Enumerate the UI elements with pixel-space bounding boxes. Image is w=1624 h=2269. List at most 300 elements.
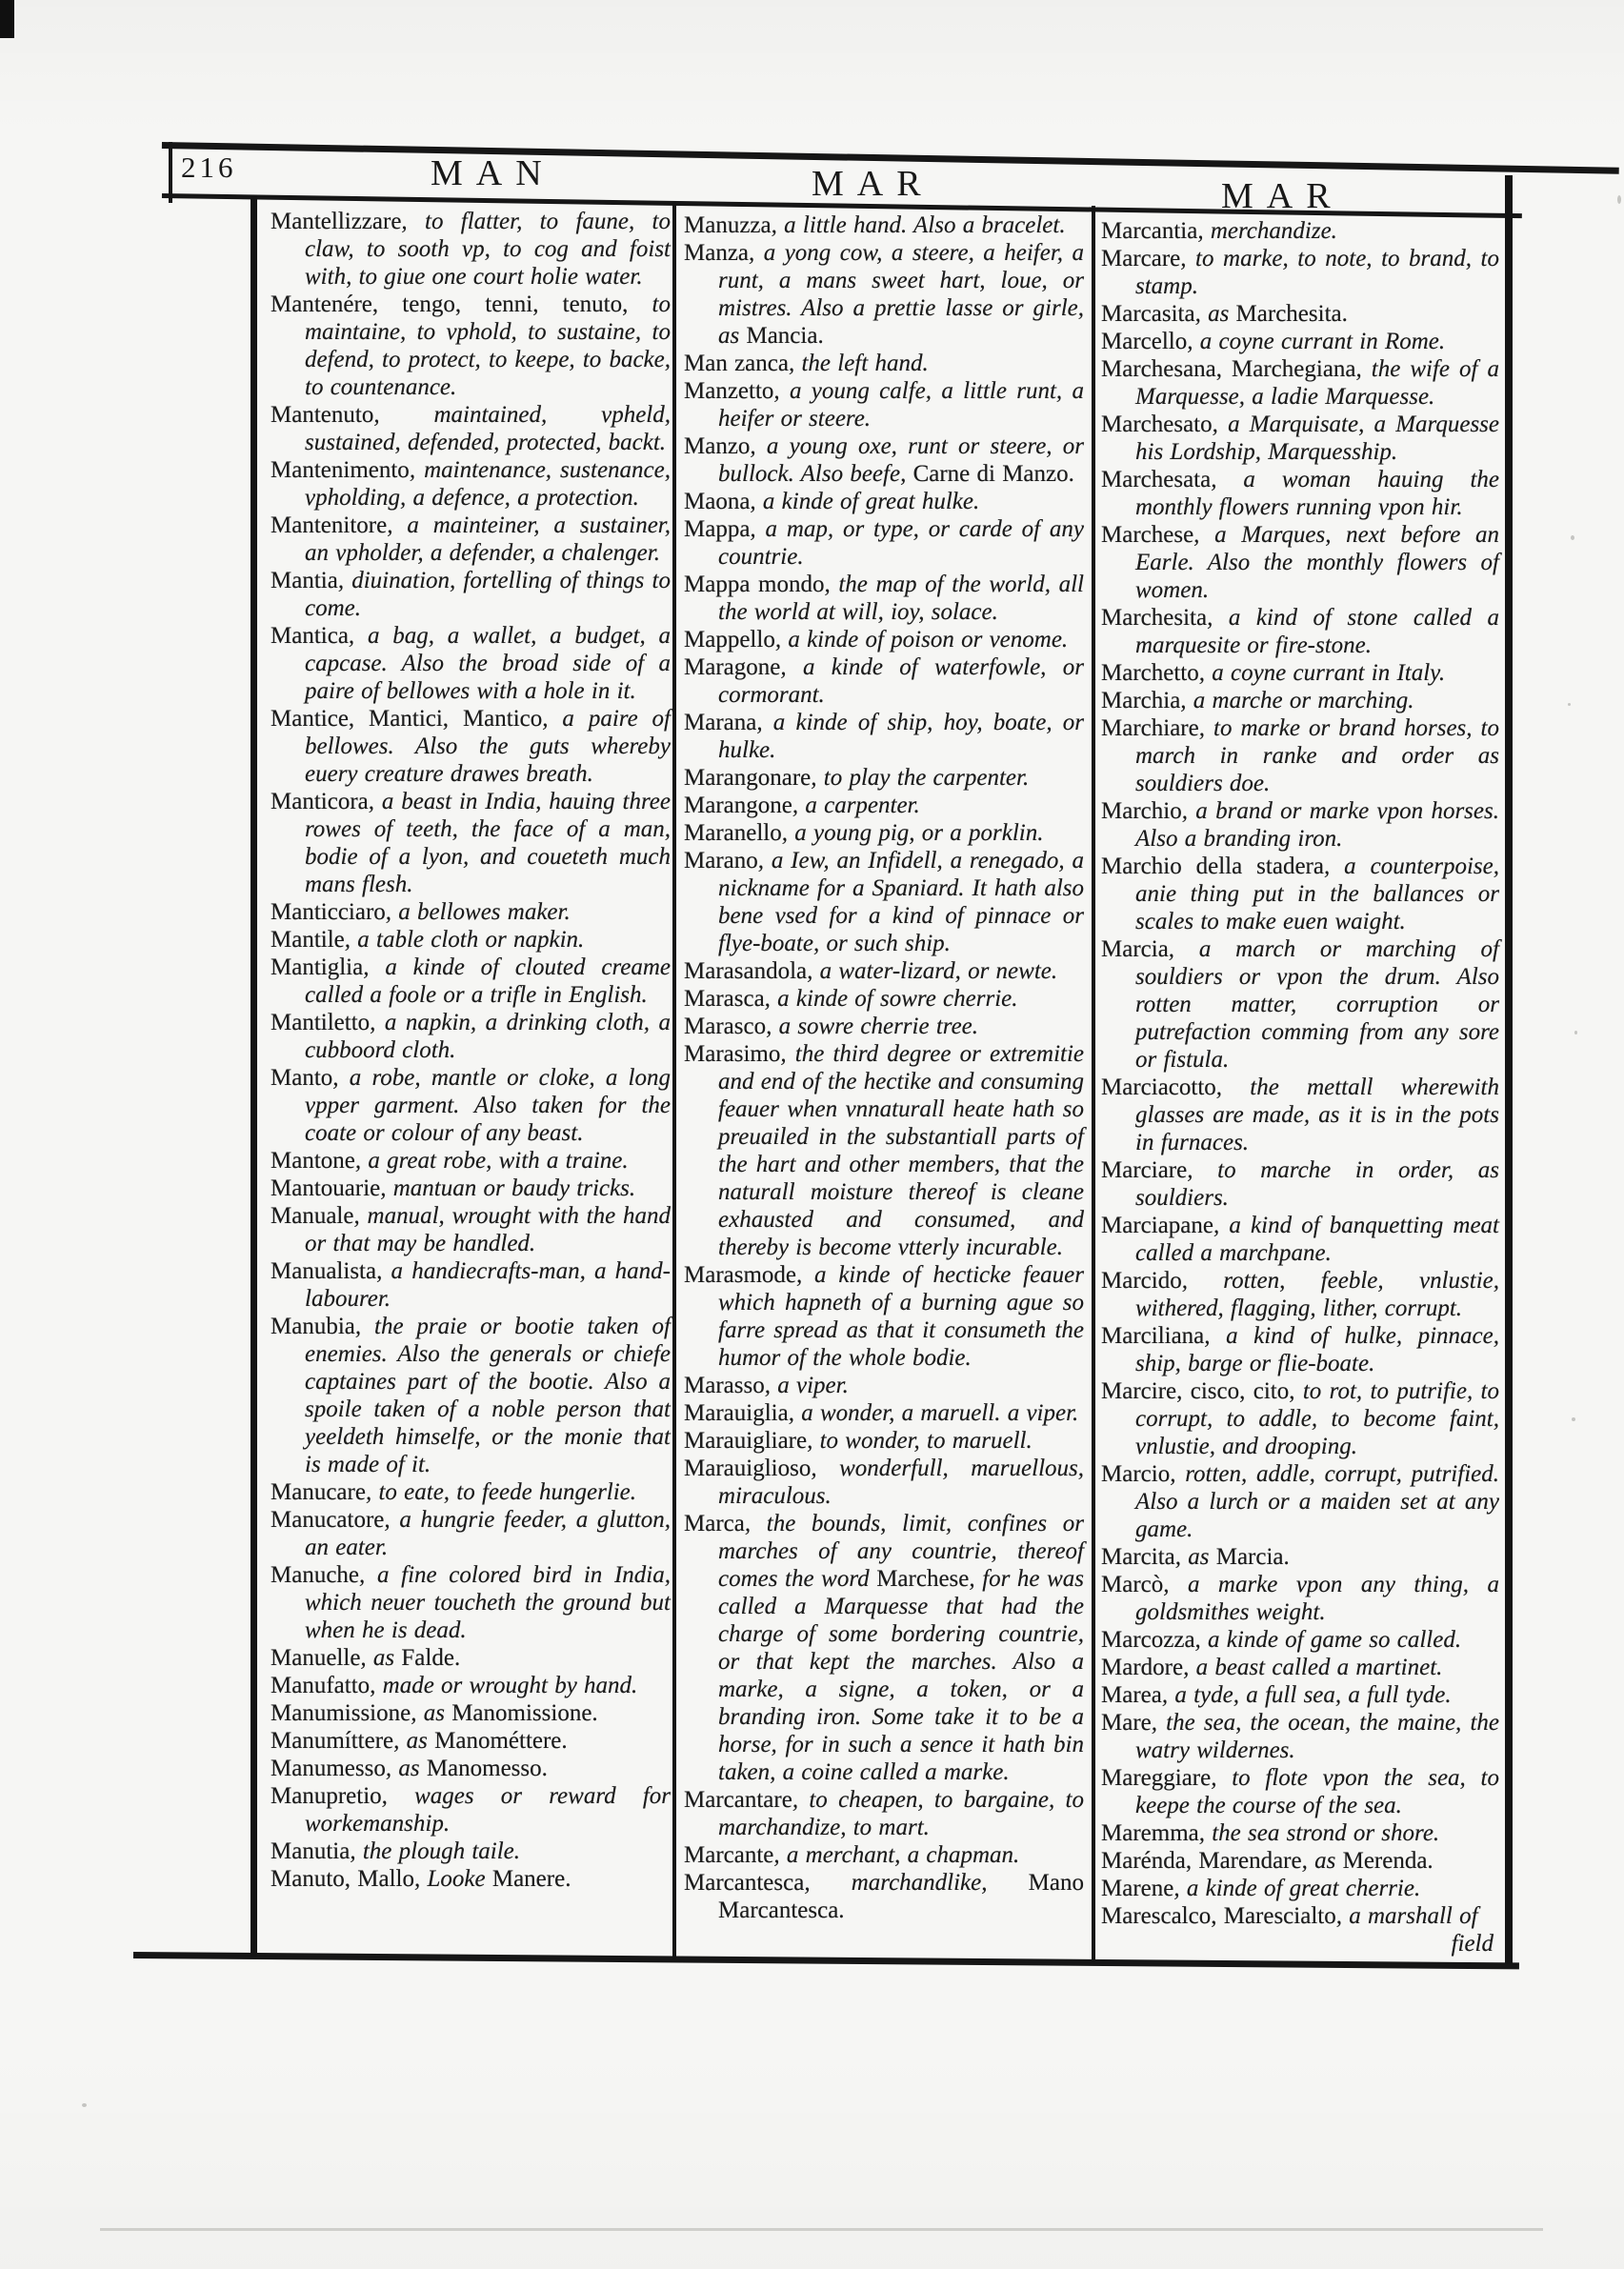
dictionary-entry bbox=[1101, 853, 1499, 935]
headword: Mare bbox=[1101, 1710, 1152, 1736]
definition-segment: , a napkin, a drinking cloth, a cubboord cloth. bbox=[305, 1010, 671, 1063]
definition-segment: , as bbox=[1194, 301, 1236, 327]
definition-segment: , a water-lizard, or newte. bbox=[807, 958, 1058, 984]
headword: Marchiare bbox=[1101, 715, 1199, 741]
dictionary-entry bbox=[271, 456, 671, 512]
scan-speck bbox=[1574, 1031, 1577, 1034]
definition-segment: , a kinde of waterfowle, or cormorant. bbox=[718, 654, 1084, 708]
dictionary-entry bbox=[1101, 217, 1499, 245]
definition-segment: , as bbox=[1174, 1544, 1216, 1570]
headword: Marescalco, Marescialto bbox=[1101, 1903, 1336, 1929]
definition-segment: , a carpenter. bbox=[792, 793, 920, 818]
dictionary-entry bbox=[1101, 1377, 1499, 1460]
dictionary-entry bbox=[684, 515, 1084, 571]
definition-segment: Marchesita. bbox=[1235, 301, 1348, 327]
definition-segment: , the praie or bootie taken of enemies. Also the generals or chiefe captaines part of the bootie. Also a spoile taken of a noble person that yeeldeth himselfe, or the monie that is made of it. bbox=[305, 1314, 671, 1477]
headword: Marcio bbox=[1101, 1461, 1171, 1487]
headword: Mantone bbox=[271, 1148, 355, 1174]
headword: Marcantia bbox=[1101, 218, 1198, 244]
definition-segment: , the sea, the ocean, the maine, the watry wildernes. bbox=[1135, 1710, 1499, 1763]
definition-segment: , to marke, to note, to brand, to stamp. bbox=[1135, 246, 1499, 299]
definition-segment: , to play the carpenter. bbox=[811, 765, 1030, 791]
headword: Manuto, Mallo bbox=[271, 1866, 414, 1892]
definition-segment: , a kind of hulke, pinnace, ship, barge or flie-boate. bbox=[1135, 1323, 1499, 1376]
headword: Marcasita bbox=[1101, 301, 1195, 327]
headword: Marcantesca bbox=[684, 1870, 805, 1896]
headword: Marasandola bbox=[684, 958, 808, 984]
definition-segment: , a robe, mantle or cloke, a long vpper garment. Also taken for the coate or colour of any beast. bbox=[305, 1065, 671, 1146]
dictionary-entry bbox=[1101, 411, 1499, 466]
definition-segment: , a bellowes maker. bbox=[385, 899, 571, 925]
definition-segment: , the plough taile. bbox=[350, 1838, 520, 1864]
definition-segment: , to wonder, to maruell. bbox=[807, 1428, 1033, 1454]
dictionary-entry bbox=[1101, 1571, 1499, 1626]
definition-segment: , a Marquisate, a Marquesse his Lordship, Marquesship. bbox=[1135, 412, 1499, 465]
definition-segment: Marcia. bbox=[1215, 1544, 1290, 1570]
definition-segment: , as bbox=[393, 1728, 435, 1754]
definition-segment: , a kinde of clouted creame called a foole or a trifle in English. bbox=[305, 954, 671, 1008]
scan-speck bbox=[1572, 1417, 1575, 1421]
headword: Manumissione bbox=[271, 1700, 411, 1726]
definition-segment: , a young pig, or a porklin. bbox=[781, 820, 1044, 846]
headword: Marcire bbox=[1101, 1378, 1177, 1404]
headword: Mantenimento bbox=[271, 457, 410, 483]
headword: Mappello bbox=[684, 627, 775, 653]
dictionary-entry bbox=[271, 1313, 671, 1478]
dictionary-entry bbox=[684, 709, 1084, 764]
definition-segment: Merenda. bbox=[1342, 1848, 1434, 1874]
definition-segment: , a great robe, with a traine. bbox=[354, 1148, 629, 1174]
headword: Marauiglia bbox=[684, 1400, 789, 1426]
headword: Manuelle bbox=[271, 1645, 361, 1671]
headword: Marchesato bbox=[1101, 412, 1213, 437]
definition-segment: , the third degree or extremitie and end of the hectike and consuming feauer when vnnaturall heate hath so preuailed in the substantiall parts of the hart and other members, that the naturall moisture thereof is cleane exhausted and consumed, and thereby is become vtterly incurable. bbox=[718, 1041, 1084, 1260]
running-head-mar-center: MAR bbox=[812, 164, 934, 204]
definition-segment: , a kinde of game so called. bbox=[1194, 1627, 1462, 1653]
dictionary-entry bbox=[684, 847, 1084, 957]
headword: Marangonare bbox=[684, 765, 812, 791]
headword: Manuche bbox=[271, 1562, 360, 1588]
definition-segment: , diuination, fortelling of things to come. bbox=[305, 568, 671, 621]
definition-segment: , marchandlike, bbox=[804, 1870, 1029, 1896]
dictionary-entry bbox=[271, 954, 671, 1009]
headword: Mantenére bbox=[271, 291, 372, 317]
headword: Marcante bbox=[684, 1842, 774, 1868]
dictionary-entry bbox=[1101, 659, 1499, 687]
definition-segment: , as bbox=[385, 1756, 427, 1781]
definition-segment: Falde. bbox=[401, 1645, 461, 1671]
definition-segment: , a Marques, next before an Earle. Also the monthly flowers of women. bbox=[1135, 522, 1499, 603]
headword: Mantouarie bbox=[271, 1175, 381, 1201]
dictionary-entry bbox=[1101, 687, 1499, 714]
dictionary-entry bbox=[1101, 328, 1499, 355]
dictionary-entry bbox=[684, 957, 1084, 985]
definition-segment: , wages or reward for workemanship. bbox=[305, 1783, 671, 1837]
headword: Marea bbox=[1101, 1682, 1162, 1708]
dictionary-entry bbox=[1101, 1074, 1499, 1156]
dictionary-entry bbox=[1101, 1875, 1499, 1902]
definition-segment: , maintained, vpheld, sustained, defended, protected, backt. bbox=[305, 402, 671, 455]
dictionary-entry bbox=[1101, 1543, 1499, 1571]
dictionary-entry bbox=[684, 764, 1084, 792]
headword: Marénda, Marendare bbox=[1101, 1848, 1302, 1874]
dictionary-entry bbox=[271, 512, 671, 567]
dictionary-entry bbox=[684, 1427, 1084, 1455]
headword: Maranello bbox=[684, 820, 782, 846]
definition-segment: , a paire of bellowes. Also the guts whereby euery creature drawes breath. bbox=[305, 706, 672, 787]
headword: Mantica bbox=[271, 623, 349, 649]
headword: Mantia bbox=[271, 568, 338, 593]
definition-segment: , the bounds, limit, confines or marches of any countrie, thereof comes the word bbox=[718, 1511, 1084, 1592]
headword: Marca bbox=[684, 1511, 745, 1536]
dictionary-entry bbox=[271, 1175, 671, 1202]
headword: Marasca bbox=[684, 986, 765, 1012]
headword: Marciapane bbox=[1101, 1213, 1213, 1238]
dictionary-entry bbox=[271, 1672, 671, 1699]
dictionary-entry bbox=[684, 1869, 1084, 1924]
definition-segment: , to flatter, to faune, to claw, to sooth vp, to cog and foist with, to giue one court holie water. bbox=[305, 209, 671, 290]
definition-segment: , rotten, addle, corrupt, putrified. Also a lurch or a maiden set at any game. bbox=[1135, 1461, 1499, 1542]
headword: Maremma bbox=[1101, 1820, 1199, 1846]
headword: Marasco bbox=[684, 1014, 767, 1039]
scan-speck bbox=[1568, 703, 1571, 706]
dictionary-column-1 bbox=[271, 208, 671, 1893]
dictionary-entry bbox=[684, 1455, 1084, 1510]
definition-segment: , a marke vpon any thing, a goldsmithes weight. bbox=[1135, 1572, 1499, 1625]
definition-segment: Manomissione. bbox=[451, 1700, 598, 1726]
headword: Marchesita bbox=[1101, 605, 1208, 631]
definition-segment: , the left hand. bbox=[788, 351, 929, 376]
dictionary-entry bbox=[271, 622, 671, 705]
headword: Manzo bbox=[684, 433, 751, 459]
dictionary-entry bbox=[271, 1755, 671, 1782]
definition-segment: , tengo, tenni, tenuto, bbox=[371, 291, 652, 317]
headword: Marchia bbox=[1101, 688, 1181, 713]
dictionary-entry bbox=[271, 1202, 671, 1257]
headword: Mappa mondo bbox=[684, 572, 825, 597]
definition-segment: , a kinde of hecticke feauer which hapneth of a burning ague so farre spread as that it consumeth the humor of the whole bodie. bbox=[718, 1262, 1084, 1371]
headword: Marasso bbox=[684, 1373, 765, 1398]
definition-segment: , a kind of banquetting meat called a marchpane. bbox=[1135, 1213, 1499, 1266]
headword: Manucare bbox=[271, 1479, 366, 1505]
headword: Marcozza bbox=[1101, 1627, 1195, 1653]
dictionary-entry bbox=[271, 1699, 671, 1727]
page-edge-line bbox=[100, 2228, 1543, 2231]
dictionary-entry bbox=[684, 239, 1084, 350]
headword: Marciacotto bbox=[1101, 1074, 1216, 1100]
dictionary-entry bbox=[684, 626, 1084, 653]
dictionary-entry bbox=[684, 792, 1084, 819]
headword: Marene bbox=[1101, 1876, 1174, 1901]
definition-segment: , a kind of stone called a marquesite or fire-stone. bbox=[1135, 605, 1499, 658]
dictionary-entry bbox=[271, 1865, 671, 1893]
definition-segment: , to marche in order, as souldiers. bbox=[1135, 1157, 1499, 1211]
definition-segment: , to marke or brand horses, to march in ranke and order as souldiers doe. bbox=[1135, 715, 1499, 796]
headword: Mantenuto bbox=[271, 402, 374, 428]
dictionary-entry bbox=[271, 1147, 671, 1175]
running-head-mar-right: MAR bbox=[1221, 176, 1344, 216]
dictionary-entry bbox=[684, 211, 1084, 239]
headword: Manzetto bbox=[684, 378, 774, 404]
dictionary-entry bbox=[1101, 1267, 1499, 1322]
definition-segment: Mano Marcantesca. bbox=[718, 1870, 1084, 1923]
border-right bbox=[1505, 175, 1513, 1964]
column-divider-1 bbox=[672, 201, 676, 1959]
definition-segment: , a marshall of bbox=[1335, 1903, 1478, 1929]
definition-segment: , to cheapen, to bargaine, to marchandize, to mart. bbox=[718, 1787, 1084, 1840]
definition-segment: , as bbox=[411, 1700, 452, 1726]
dictionary-entry bbox=[271, 1782, 671, 1837]
definition-segment: , manual, wrought with the hand or that may be handled. bbox=[305, 1203, 671, 1256]
dictionary-entry bbox=[1101, 714, 1499, 797]
definition-segment: , a young calfe, a little runt, a heifer or steere. bbox=[718, 378, 1084, 432]
definition-segment: , a wonder, a maruell. a viper. bbox=[788, 1400, 1079, 1426]
dictionary-entry bbox=[1101, 1709, 1499, 1764]
dictionary-entry bbox=[1101, 1764, 1499, 1819]
headword: Manuzza bbox=[684, 212, 772, 238]
running-head-man: MAN bbox=[431, 153, 555, 193]
dictionary-entry bbox=[1101, 355, 1499, 411]
headword: Manufatto bbox=[271, 1673, 371, 1698]
headword: Manuale bbox=[271, 1203, 354, 1229]
headword: Marasmode bbox=[684, 1262, 797, 1288]
definition-segment: , cisco, cito, bbox=[1176, 1378, 1303, 1404]
definition-segment: Marchese bbox=[876, 1566, 970, 1592]
dictionary-entry bbox=[684, 1372, 1084, 1399]
headword: Mantice, Mantici, Mantico bbox=[271, 706, 543, 732]
definition-segment: Mancia. bbox=[746, 323, 824, 349]
dictionary-entry bbox=[1101, 1681, 1499, 1709]
definition-segment: , a counterpoise, anie thing put in the ballances or scales to make euen waight. bbox=[1135, 853, 1499, 934]
dictionary-entry bbox=[1101, 1156, 1499, 1212]
headword: Marchesana, Marchegiana bbox=[1101, 356, 1356, 382]
dictionary-entry bbox=[271, 1727, 671, 1755]
definition-segment: , a march or marching of souldiers or vpon the drum. Also rotten matter, corruption or putrefaction comming from any sore or fistula. bbox=[1135, 936, 1499, 1073]
headword: Manza bbox=[684, 240, 750, 266]
scan-speck bbox=[1571, 535, 1574, 540]
dictionary-entry bbox=[1101, 1902, 1499, 1930]
headword: Marano bbox=[684, 848, 758, 873]
definition-segment: , rotten, feeble, vnlustie, withered, flagging, lither, corrupt. bbox=[1135, 1268, 1499, 1321]
definition-segment: , a kinde of great cherrie. bbox=[1173, 1876, 1421, 1901]
headword: Manupretio bbox=[271, 1783, 382, 1809]
definition-segment: , a beast called a martinet. bbox=[1183, 1655, 1443, 1680]
dictionary-entry bbox=[271, 1257, 671, 1313]
scan-corner-artifact bbox=[0, 0, 14, 38]
definition-segment: , Looke bbox=[414, 1866, 492, 1892]
dictionary-entry bbox=[271, 291, 671, 401]
dictionary-entry bbox=[684, 985, 1084, 1013]
headword: Marchio della stadera bbox=[1101, 853, 1324, 879]
definition-segment: , a little hand. Also a bracelet. bbox=[771, 212, 1066, 238]
dictionary-entry bbox=[1101, 300, 1499, 328]
headword: Marcantare bbox=[684, 1787, 792, 1813]
definition-segment: , mantuan or baudy tricks. bbox=[380, 1175, 636, 1201]
dictionary-column-3 bbox=[1101, 217, 1499, 1958]
headword: Marangone bbox=[684, 793, 792, 818]
headword: Manticciaro bbox=[271, 899, 386, 925]
headword: Manumíttere bbox=[271, 1728, 394, 1754]
definition-segment: , a handiecrafts-man, a hand-labourer. bbox=[305, 1258, 671, 1312]
headword: Manualista bbox=[271, 1258, 377, 1284]
headword: Marcò bbox=[1101, 1572, 1164, 1597]
definition-segment: , a bag, a wallet, a budget, a capcase. Also the broad side of a paire of bellowes with a hole in it. bbox=[305, 623, 671, 704]
headword: Marauigliare bbox=[684, 1428, 808, 1454]
definition-segment: , a marche or marching. bbox=[1180, 688, 1414, 713]
definition-segment: Manomesso. bbox=[426, 1756, 548, 1781]
definition-segment: to maintaine, to vphold, to sustaine, to defend, to protect, to keepe, to backe, to countenance. bbox=[305, 291, 671, 400]
dictionary-entry bbox=[1101, 245, 1499, 300]
dictionary-entry bbox=[1101, 1654, 1499, 1681]
headword: Marchetto bbox=[1101, 660, 1199, 686]
dictionary-entry bbox=[684, 571, 1084, 626]
definition-segment: , a tyde, a full sea, a full tyde. bbox=[1161, 1682, 1452, 1708]
dictionary-entry bbox=[271, 1561, 671, 1644]
headword: Manto bbox=[271, 1065, 333, 1091]
definition-segment: , a viper. bbox=[764, 1373, 849, 1398]
dictionary-entry bbox=[684, 1399, 1084, 1427]
headword: Marcia bbox=[1101, 936, 1169, 962]
definition-segment: , a kinde of great hulke. bbox=[750, 489, 980, 514]
headword: Marcare bbox=[1101, 246, 1181, 271]
definition-segment: , a Iew, an Infidell, a renegado, a nickname for a Spaniard. It hath also bene vsed for a kind of pinnace or flye-boate, or such ship. bbox=[718, 848, 1084, 956]
definition-segment: , a beast in India, hauing three rowes of teeth, the face of a man, bodie of a lyon, and coueteth much mans flesh. bbox=[305, 789, 671, 897]
headword: Marasimo bbox=[684, 1041, 781, 1067]
dictionary-entry bbox=[271, 1506, 671, 1561]
definition-segment: , made or wrought by hand. bbox=[370, 1673, 638, 1698]
dictionary-column-2 bbox=[684, 211, 1084, 1924]
definition-segment: , to flote vpon the sea, to keepe the course of the sea. bbox=[1135, 1765, 1499, 1818]
dictionary-entry bbox=[684, 488, 1084, 515]
definition-segment: , as bbox=[1301, 1848, 1343, 1874]
definition-segment: , a table cloth or napkin. bbox=[344, 927, 585, 953]
dictionary-entry bbox=[271, 401, 671, 456]
headword: Marauiglioso bbox=[684, 1456, 812, 1481]
dictionary-entry bbox=[1101, 466, 1499, 521]
definition-segment: , as bbox=[360, 1645, 402, 1671]
dictionary-entry bbox=[271, 898, 671, 926]
headword: Marciliana bbox=[1101, 1323, 1205, 1349]
dictionary-entry bbox=[684, 377, 1084, 432]
definition-segment: , a mainteiner, a sustainer, an vpholder, a defender, a chalenger. bbox=[305, 512, 671, 566]
dictionary-entry bbox=[684, 819, 1084, 847]
headword: Marciare bbox=[1101, 1157, 1188, 1183]
dictionary-entry bbox=[271, 926, 671, 954]
definition-segment: , the sea strond or shore. bbox=[1198, 1820, 1440, 1846]
definition-segment: , the mettall wherewith glasses are made, as it is in the pots in furnaces. bbox=[1135, 1074, 1499, 1155]
dictionary-entry bbox=[684, 1013, 1084, 1040]
dictionary-entry bbox=[271, 788, 671, 898]
dictionary-entry bbox=[684, 653, 1084, 709]
definition-segment: , the map of the world, all the world at will, ioy, solace. bbox=[718, 572, 1084, 625]
definition-segment: , a coyne currant in Italy. bbox=[1198, 660, 1446, 686]
headword: Mantile bbox=[271, 927, 345, 953]
dictionary-entry bbox=[684, 1786, 1084, 1841]
definition-segment: , to eate, to feede hungerlie. bbox=[365, 1479, 637, 1505]
headword: Mantellizzare bbox=[271, 209, 402, 234]
definition-segment: , a kinde of ship, hoy, boate, or hulke. bbox=[718, 710, 1084, 763]
dictionary-entry bbox=[1101, 1819, 1499, 1847]
dictionary-entry bbox=[271, 1644, 671, 1672]
dictionary-entry bbox=[1101, 797, 1499, 853]
headword: Marchesata bbox=[1101, 467, 1212, 492]
dictionary-entry bbox=[1101, 1322, 1499, 1377]
dictionary-entry bbox=[1101, 935, 1499, 1074]
definition-segment: , maintenance, sustenance, vpholding, a defence, a protection. bbox=[305, 457, 671, 511]
headword: Manubia bbox=[271, 1314, 355, 1339]
dictionary-entry bbox=[684, 1261, 1084, 1372]
dictionary-entry bbox=[684, 1841, 1084, 1869]
headword: Mardore bbox=[1101, 1655, 1184, 1680]
definition-segment: Manere. bbox=[491, 1866, 571, 1892]
definition-segment: to rot, to putrifie, to corrupt, to addle, to become faint, vnlustie, and drooping. bbox=[1135, 1378, 1500, 1459]
headword: Marcita bbox=[1101, 1544, 1175, 1570]
headword: Marana bbox=[684, 710, 757, 735]
headword: Mappa bbox=[684, 516, 751, 542]
dictionary-entry bbox=[1101, 1460, 1499, 1543]
dictionary-entry bbox=[684, 1510, 1084, 1786]
dictionary-entry bbox=[271, 1064, 671, 1147]
headword: Marcido bbox=[1101, 1268, 1182, 1294]
dictionary-entry bbox=[271, 1009, 671, 1064]
definition-segment: , a brand or marke vpon horses. Also a branding iron. bbox=[1135, 798, 1499, 852]
definition-segment: , a yong cow, a steere, a heifer, a runt, a mans sweet hart, loue, or mistres. Also a prettie lasse or girle, as bbox=[718, 240, 1084, 349]
catchword: field bbox=[1451, 1931, 1494, 1957]
definition-segment: , wonderfull, maruellous, miraculous. bbox=[718, 1456, 1084, 1509]
definition-segment: , a sowre cherrie tree. bbox=[766, 1014, 979, 1039]
headword: Marcello bbox=[1101, 329, 1188, 354]
dictionary-entry bbox=[271, 208, 671, 291]
dictionary-entry bbox=[271, 1837, 671, 1865]
headword: Mantiletto bbox=[271, 1010, 371, 1035]
definition-segment: , a woman hauing the monthly flowers running vpon hir. bbox=[1135, 467, 1499, 520]
dictionary-entry bbox=[684, 432, 1084, 488]
dictionary-entry bbox=[1101, 521, 1499, 604]
dictionary-entry bbox=[271, 567, 671, 622]
definition-segment: , a hungrie feeder, a glutton, an eater. bbox=[305, 1507, 671, 1560]
definition-segment: , a fine colored bird in India, which neuer toucheth the ground but when he is dead. bbox=[305, 1562, 671, 1643]
dictionary-entry bbox=[1101, 1212, 1499, 1267]
definition-segment: , for he was called a Marquesse that had the charge of some bordering countrie, or that kept the marches. Also a marke, a signe, a token, or a branding iron. Some take it to be a horse, for in such a sence it hath bin taken, a coine called a marke. bbox=[718, 1566, 1084, 1785]
headword: Manucatore bbox=[271, 1507, 385, 1533]
headword: Mantiglia bbox=[271, 954, 364, 980]
dictionary-entry bbox=[1101, 1847, 1499, 1875]
definition-segment: , a young oxe, runt or steere, or bullock. Also beefe, bbox=[718, 433, 1084, 487]
headword: Manticora bbox=[271, 789, 369, 814]
scan-speck bbox=[82, 2103, 87, 2107]
headword: Mareggiare bbox=[1101, 1765, 1212, 1791]
headword: Maona bbox=[684, 489, 751, 514]
definition-segment: Carne di Manzo. bbox=[912, 461, 1074, 487]
definition-segment: , a kinde of sowre cherrie. bbox=[764, 986, 1018, 1012]
scan-speck bbox=[1617, 195, 1621, 204]
dictionary-entry bbox=[271, 705, 671, 788]
dictionary-entry bbox=[684, 350, 1084, 377]
definition-segment: , a kinde of poison or venome. bbox=[774, 627, 1069, 653]
dictionary-entry bbox=[1101, 604, 1499, 659]
headword: Mantenitore bbox=[271, 512, 388, 538]
definition-segment: , a merchant, a chapman. bbox=[773, 1842, 1020, 1868]
dictionary-entry bbox=[684, 1040, 1084, 1261]
definition-segment: , a coyne currant in Rome. bbox=[1187, 329, 1446, 354]
border-left bbox=[251, 196, 257, 1957]
column-divider-2 bbox=[1092, 206, 1095, 1962]
headword: Manutia bbox=[271, 1838, 351, 1864]
dictionary-entry bbox=[1101, 1626, 1499, 1654]
headword: Marchese bbox=[1101, 522, 1194, 548]
headword: Maragone bbox=[684, 654, 781, 680]
definition-segment: , merchandize. bbox=[1197, 218, 1337, 244]
